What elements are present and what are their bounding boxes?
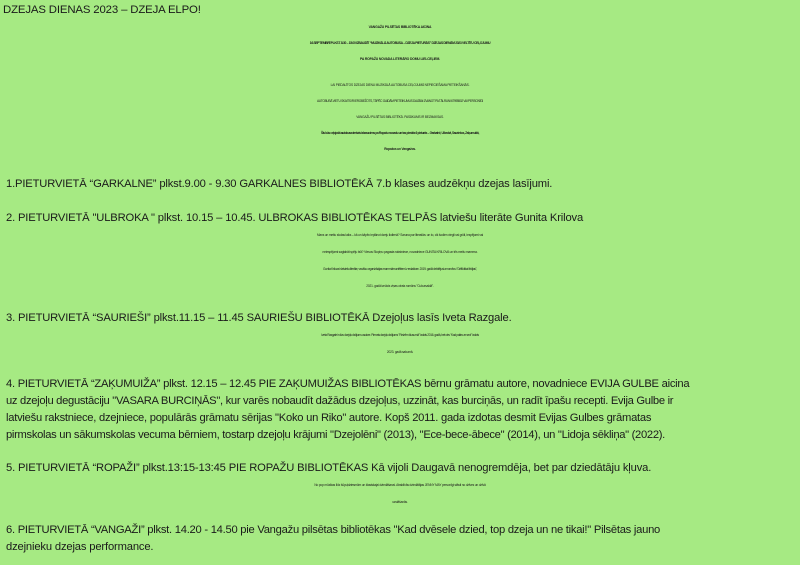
stop-4-line-2: uz dzejoļu degustāciju "VASARA BURCIŅĀS", kur varēs nobaudīt dažādus dzejoļus, uzzināt, kas burciņās, un radīt īpašu recepti. Evija Gulbe ir: [6, 395, 674, 407]
stop-5-line-3: uzstāšanās.: [392, 500, 408, 504]
title-line-2: 16.SEPTEMBRĪ PLKST. 8.30 – 15.00 IZBAUDĪT “MUZIKĀLĀ AUTOBUSA – DZEJA PIETURĀS” DZEJAS DIENĀM 2023 VELTĪTU CEĻOJUMU: [309, 41, 491, 45]
stop-6-line-2: dzejnieku dzejas performance.: [6, 541, 154, 553]
title-line-3: PA ROPAŽU NOVADA LITERĀRO DOMU LIELCEĻIEM.: [360, 57, 440, 61]
route-summary-line-1: Šis būs ceļojošā autobusa trešais izbrauciens pa Ropažu novadu un tas piestās 6 pieturās – Garkalnē, Ulbrokā, Sauriešos, Zaķumuižā,: [320, 131, 480, 135]
stop-3-line-3: 2023. gadā sakumā.: [386, 350, 414, 354]
stop-4-line-1: 4. PIETURVIETĀ “ZAĶUMUIŽA” plkst. 12.15 – 12.45 PIE ZAĶUMUIŽAS BIBLIOTĒKAS bērnu grāmatu autore, novadniece EVIJA GULBE aicina: [6, 378, 690, 390]
stop-5-line-1: 5. PIETURVIETĀ “ROPAŽI” plkst.13:15-13:45 PIE ROPAŽU BIBLIOTĒKAS Kā vijoli Daugavā nenogremdēja, bet par dziedātāju kļuva.: [6, 462, 652, 474]
stop-1-line-1: 1.PIETURVIETĀ “GARKALNE” plkst.9.00 - 9.30 GARKALNES BIBLIOTĒKĀ 7.b klases audzēkņu dzejas lasījumi.: [6, 178, 553, 190]
stop-3-line-2: Iveta Razgale ir divu dzejoļu krājumu autore. Pirmais dzejoļu krājums "Reizēm klusumā" izdots 2016. gadā, bet otrs "Kad paliec ar sevi" izdots: [321, 333, 479, 337]
stop-4-line-3: latviešu rakstniece, dzejniece, populārās grāmatu sērijas "Koko un Riko" autore. Kopš 2011. gada izdotas desmit Evijas Gulbes grāmatas: [6, 412, 652, 424]
stop-5-line-2: No pop mūzikas līdz šūpuļdziesmām un klasiskajai dziedāšanai. Atraktīvās dziedātājas JENNY MAY personīgi stāsti no dzīves un dzīvā: [314, 483, 486, 487]
stop-2-line-3: neiespējami saglabāt spēju būt? Viesos Stopiņu pagasta rakstniece, novadniece GUNITA KRILOVA un trīs meitu mamma.: [322, 250, 478, 254]
stop-2-line-2: Mans un meitu skolas laiks – kā un kāpēc ieplānot dzeju ikdienā? Saruna par literatūru un to, cik šodien viegli vai grūti, iespējami vai: [317, 233, 483, 237]
stop-2-line-4: Gunita Krilova ir latviešu literāte, vecāku organizācijas mammāmuntētiem.lv redaktore. 2019. gadā debitējusi ar romānu "Driftā tikai lēdijas",: [322, 267, 477, 271]
route-summary-line-2: Ropažos un Vangažos.: [384, 147, 416, 151]
info-line-2: AUTOBUSĀ VIETU SKAITS IR IEROBEŽOTS, TĀPĒC GAIDĀM PIETEIKUMUS DALĪBAI ZVANOT PA TĀLRUNI 67995502 VAI PERSONĪGI: [316, 99, 484, 103]
info-line-1: LAI PIEDALĪTOS DZEJAS DIENU MUZIKĀLĀ AUTOBUSA CEĻOJUMĀ NEPIECIEŠAMA PIETEIKŠANĀS.: [330, 83, 470, 87]
info-line-3: VANGAŽU PILSĒTAS BIBLIOTĒKĀ. PASĀKUMS IR BEZMAKSAS.: [356, 115, 444, 119]
stop-2-line-1: 2. PIETURVIETĀ "ULBROKA " plkst. 10.15 – 10.45. ULBROKAS BIBLIOTĒKAS TELPĀS latviešu literāte Gunita Krilova: [6, 212, 584, 224]
event-tagline: DZEJAS DIENAS 2023 – DZEJA ELPO!: [3, 4, 201, 16]
stop-3-line-1: 3. PIETURVIETĀ “SAURIEŠI” plkst.11.15 – 11.45 SAURIEŠU BIBLIOTĒKĀ Dzejoļus lasīs Iveta Razgale.: [6, 312, 512, 324]
stop-6-line-1: 6. PIETURVIETĀ “VANGAŽI” plkst. 14.20 - 14.50 pie Vangažu pilsētas bibliotēkas "Kad dvēsele dzied, top dzeja un ne tikai!" Pilsētas jauno: [6, 524, 661, 536]
title-line-1: VANGAŽU PILSĒTAS BIBLIOTĒKA AICINA: [368, 25, 432, 29]
stop-4-line-4: pirmskolas un sākumskolas vecuma bērniem, tostarp dzejoļu krājumi "Dzejolēni" (2013), "Ece-bece-ābece" (2014), un "Lidoja sēkliņa" (2022).: [6, 429, 665, 441]
stop-2-line-5: 2021. gadā iznācis viņas otrais romāns "Cukursaldā".: [366, 284, 434, 288]
